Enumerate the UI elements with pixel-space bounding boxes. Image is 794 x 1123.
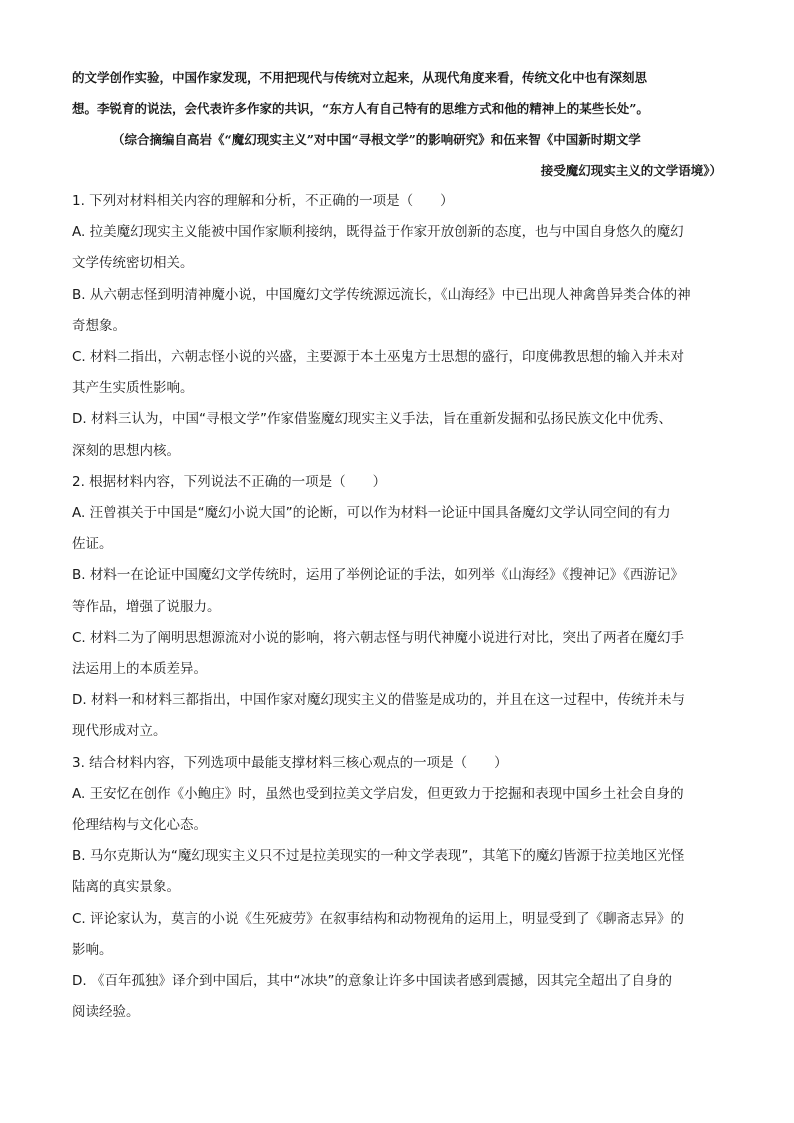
option-line: C. 材料二为了阐明思想源流对小说的影响，将六朝志怪与明代神魔小说进行对比，突出了两者在魔幻手 — [72, 629, 685, 646]
option-a[interactable] — [72, 498, 722, 560]
option-line: 深刻的思想内核。 — [72, 442, 180, 459]
option-line: 奇想象。 — [72, 317, 126, 334]
option-line: 陆离的真实景象。 — [72, 879, 180, 896]
passage-line: 想。李锐育的说法，会代表许多作家的共识，“东方人有自己特有的思维方式和他的精神上的某些长处”。 — [72, 101, 649, 116]
option-line: C. 材料二指出，六朝志怪小说的兴盛，主要源于本土巫鬼方士思想的盛行，印度佛教思想的输入并未对 — [72, 349, 685, 366]
question-1 — [72, 186, 722, 467]
option-line: 法运用上的本质差异。 — [72, 661, 207, 678]
option-line: 其产生实质性影响。 — [72, 380, 194, 397]
option-line: 现代形成对立。 — [72, 723, 167, 740]
passage-excerpt — [72, 62, 722, 124]
question-list — [72, 186, 722, 1028]
source-line: 接受魔幻现实主义的文学语境》） — [540, 163, 722, 178]
passage-line: 的文学创作实验，中国作家发现，不用把现代与传统对立起来，从现代角度来看，传统文化中也有深刻思 — [72, 70, 648, 85]
source-line: （综合摘编自高岩《“魔幻现实主义”对中国“寻根文学”的影响研究》和伍来智《中国新时期文学 — [112, 132, 641, 147]
question-stem: 1. 下列对材料相关内容的理解和分析，不正确的一项是（ ） — [72, 193, 454, 209]
option-line: D. 《百年孤独》译介到中国后，其中“冰块”的意象让许多中国读者感到震撼，因其完全超出了自身的 — [72, 973, 672, 990]
option-line: B. 马尔克斯认为“魔幻现实主义只不过是拉美现实的一种文学表现”，其笔下的魔幻皆源于拉美地区光怪 — [72, 848, 685, 865]
option-c[interactable] — [72, 623, 722, 685]
option-line: 阅读经验。 — [72, 1004, 140, 1021]
option-line: D. 材料三认为，中国“寻根文学”作家借鉴魔幻现实主义手法，旨在重新发掘和弘扬民族文化中优秀、 — [72, 411, 672, 428]
question-2 — [72, 467, 722, 748]
option-d[interactable] — [72, 404, 722, 466]
option-line: A. 汪曾祺关于中国是“魔幻小说大国”的论断，可以作为材料一论证中国具备魔幻文学认同空间的有力 — [72, 505, 671, 522]
option-line: 影响。 — [72, 941, 113, 958]
document-page — [72, 62, 722, 1028]
option-line: 佐证。 — [72, 536, 113, 553]
option-line: C. 评论家认为，莫言的小说《生死疲劳》在叙事结构和动物视角的运用上，明显受到了《聊斋志异》的 — [72, 910, 685, 927]
option-line: A. 拉美魔幻现实主义能被中国作家顺利接纳，既得益于作家开放创新的态度，也与中国自身悠久的魔幻 — [72, 224, 684, 241]
option-line: 文学传统密切相关。 — [72, 255, 194, 272]
option-d[interactable] — [72, 966, 722, 1028]
option-c[interactable] — [72, 342, 722, 404]
question-3 — [72, 748, 722, 1029]
option-b[interactable] — [72, 841, 722, 903]
option-d[interactable] — [72, 685, 722, 747]
option-line: 伦理结构与文化心态。 — [72, 817, 207, 834]
option-a[interactable] — [72, 779, 722, 841]
option-line: D. 材料一和材料三都指出，中国作家对魔幻现实主义的借鉴是成功的，并且在这一过程中，传统并未与 — [72, 692, 685, 709]
option-c[interactable] — [72, 904, 722, 966]
option-line: A. 王安忆在创作《小鲍庄》时，虽然也受到拉美文学启发，但更致力于挖掘和表现中国乡土社会自身的 — [72, 785, 684, 802]
question-stem: 2. 根据材料内容，下列说法不正确的一项是（ ） — [72, 473, 387, 490]
option-line: B. 从六朝志怪到明清神魔小说，中国魔幻文学传统源远流长，《山海经》中已出现人神禽兽异类合体的神 — [72, 286, 691, 303]
option-b[interactable] — [72, 560, 722, 622]
option-a[interactable] — [72, 217, 722, 279]
question-stem: 3. 结合材料内容，下列选项中最能支撑材料三核心观点的一项是（ ） — [72, 754, 508, 771]
option-line: B. 材料一在论证中国魔幻文学传统时，运用了举例论证的手法，如列举《山海经》《搜神记》《西游记》 — [72, 567, 684, 584]
option-line: 等作品，增强了说服力。 — [72, 598, 221, 615]
option-b[interactable] — [72, 280, 722, 342]
source-citation — [72, 124, 722, 186]
